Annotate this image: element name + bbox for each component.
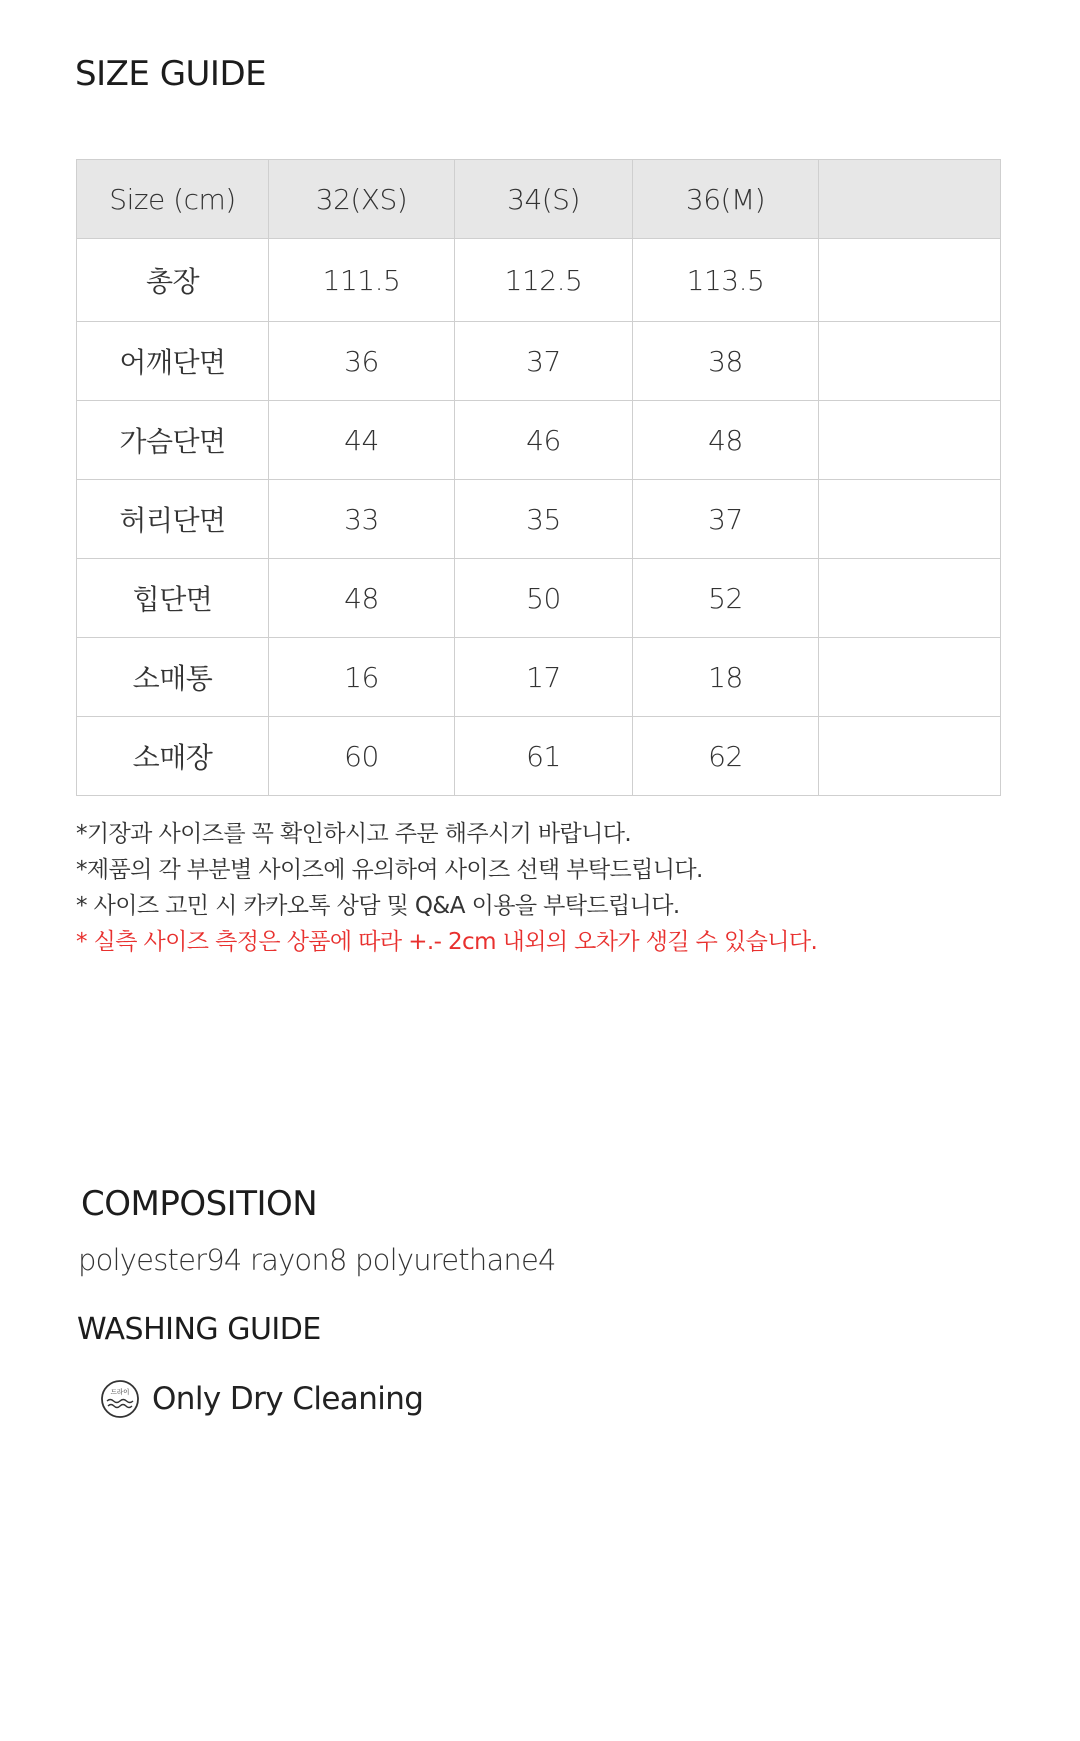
row-label: 가슴단면 (77, 401, 269, 480)
table-cell: 17 (455, 638, 633, 717)
header-cell-empty (819, 160, 1001, 239)
row-label: 총장 (77, 239, 269, 322)
table-cell: 50 (455, 559, 633, 638)
table-row (77, 480, 1001, 559)
header-cell-xs: 32(XS) (269, 160, 455, 239)
note-kakaotalk: * 사이즈 고민 시 카카오톡 상담 및 Q&A 이용을 부탁드립니다. (76, 893, 680, 919)
table-cell (819, 480, 1001, 559)
table-cell: 61 (455, 717, 633, 796)
table-cell (819, 239, 1001, 322)
row-label: 소매통 (77, 638, 269, 717)
table-cell (819, 322, 1001, 401)
note-measurement-warning: * 실측 사이즈 측정은 상품에 따라 +.- 2cm 내외의 오차가 생길 수 있습니다. (76, 929, 818, 955)
table-cell (819, 559, 1001, 638)
table-cell: 112.5 (455, 239, 633, 322)
table-cell: 52 (633, 559, 819, 638)
table-cell: 18 (633, 638, 819, 717)
table-cell: 46 (455, 401, 633, 480)
table-cell (819, 638, 1001, 717)
table-row (77, 401, 1001, 480)
dry-cleaning-icon (100, 1379, 140, 1419)
table-row (77, 638, 1001, 717)
table-cell: 60 (269, 717, 455, 796)
note-each-part: *제품의 각 부분별 사이즈에 유의하여 사이즈 선택 부탁드립니다. (76, 857, 703, 883)
table-cell: 48 (633, 401, 819, 480)
table-cell: 113.5 (633, 239, 819, 322)
composition-text: polyester94 rayon8 polyurethane4 (78, 1243, 556, 1277)
table-cell: 16 (269, 638, 455, 717)
size-notes (76, 816, 817, 960)
table-cell: 37 (633, 480, 819, 559)
row-label: 힙단면 (77, 559, 269, 638)
table-cell: 44 (269, 401, 455, 480)
note-check-size: *기장과 사이즈를 꼭 확인하시고 주문 해주시기 바랍니다. (76, 821, 632, 847)
svg-text:드라이: 드라이 (110, 1388, 130, 1396)
table-cell: 35 (455, 480, 633, 559)
table-cell: 36 (269, 322, 455, 401)
row-label: 소매장 (77, 717, 269, 796)
table-cell: 62 (633, 717, 819, 796)
table-cell: 37 (455, 322, 633, 401)
washing-instruction (100, 1377, 423, 1421)
size-table-header-row (77, 160, 1001, 239)
table-cell (819, 717, 1001, 796)
table-cell: 48 (269, 559, 455, 638)
washing-guide-title: WASHING GUIDE (77, 1312, 321, 1347)
size-guide-title: SIZE GUIDE (75, 54, 267, 94)
table-cell (819, 401, 1001, 480)
table-cell: 33 (269, 480, 455, 559)
header-cell-m: 36(M) (633, 160, 819, 239)
table-row (77, 559, 1001, 638)
size-table (76, 159, 1001, 796)
table-row (77, 717, 1001, 796)
table-cell: 38 (633, 322, 819, 401)
washing-label: Only Dry Cleaning (152, 1381, 424, 1417)
row-label: 어깨단면 (77, 322, 269, 401)
composition-title: COMPOSITION (81, 1184, 318, 1224)
table-row (77, 322, 1001, 401)
table-cell: 111.5 (269, 239, 455, 322)
header-cell-size-label: Size (cm) (77, 160, 269, 239)
table-row (77, 239, 1001, 322)
header-cell-s: 34(S) (455, 160, 633, 239)
row-label: 허리단면 (77, 480, 269, 559)
